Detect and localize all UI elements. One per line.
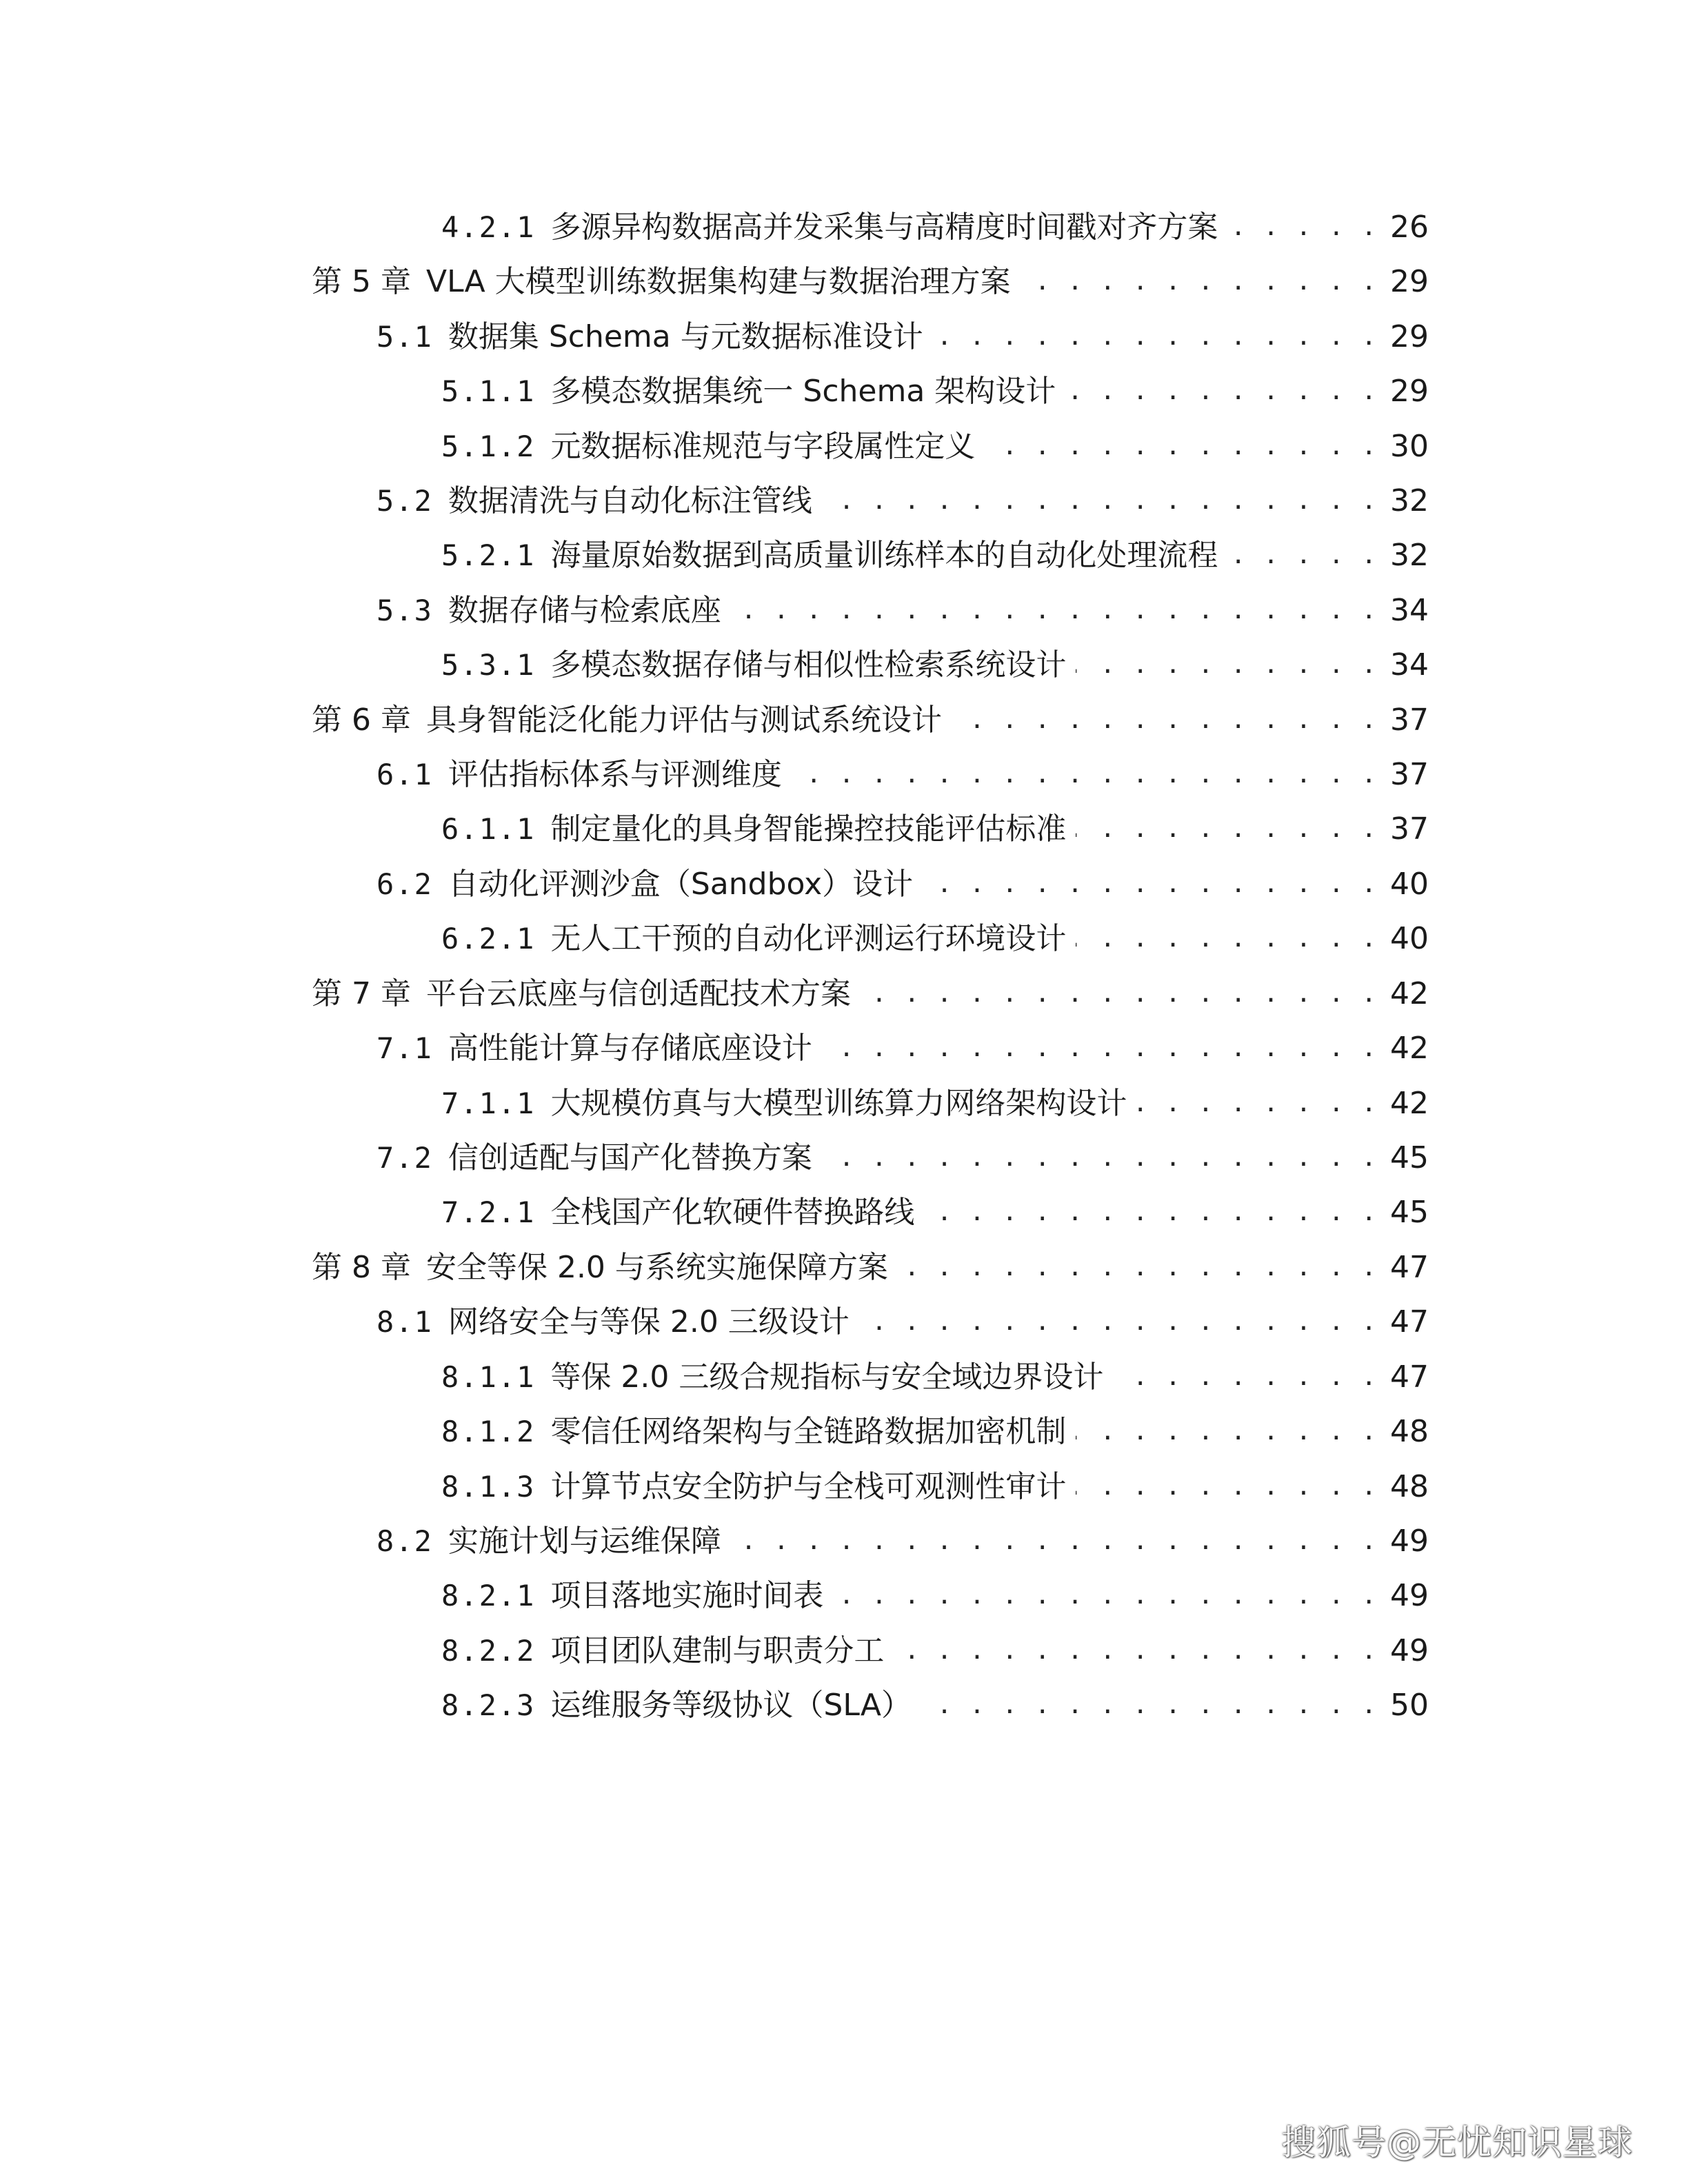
dot-leader [921, 1685, 1378, 1726]
toc-entry-5-2[interactable] [376, 481, 1429, 522]
toc-entry-5-1[interactable] [376, 316, 1429, 358]
dot-leader [1065, 371, 1378, 412]
toc-page-number: 45 [1390, 1140, 1429, 1175]
dot-leader [859, 1302, 1378, 1343]
dot-leader [861, 973, 1378, 1015]
toc-page-number: 49 [1390, 1633, 1429, 1668]
toc-page-number: 49 [1390, 1578, 1429, 1613]
toc-entry-chapter-6[interactable] [312, 700, 1429, 741]
toc-number: 5.1.1 [441, 374, 536, 408]
toc-page-number: 47 [1390, 1304, 1429, 1339]
toc-number: 7.1.1 [441, 1086, 536, 1120]
toc-entry-chapter-8[interactable] [312, 1247, 1429, 1288]
toc-number: 第 8 章 [312, 1250, 411, 1285]
toc-title: 多模态数据集统一 Schema 架构设计 [550, 374, 1056, 409]
dot-leader [985, 426, 1378, 467]
toc-number: 7.1 [376, 1031, 433, 1065]
toc-title: 项目落地实施时间表 [550, 1578, 824, 1613]
toc-number: 8.1.3 [441, 1470, 536, 1504]
toc-page-number: 30 [1390, 429, 1429, 464]
toc-number: 5.3.1 [441, 648, 536, 682]
toc-entry-7-2-1[interactable] [441, 1192, 1429, 1233]
toc-number: 6.2 [376, 867, 433, 901]
toc-title: 多模态数据存储与相似性检索系统设计 [550, 647, 1067, 682]
toc-number: 5.2.1 [441, 538, 536, 572]
toc-page-number: 48 [1390, 1469, 1429, 1504]
toc-entry-7-2[interactable] [376, 1138, 1429, 1179]
dot-leader [822, 1138, 1378, 1179]
dot-leader [833, 1575, 1378, 1617]
toc-entry-5-3-1[interactable] [441, 645, 1429, 686]
dot-leader [1076, 918, 1378, 960]
toc-title: VLA 大模型训练数据集构建与数据治理方案 [425, 264, 1011, 299]
toc-page-number: 37 [1390, 757, 1429, 792]
toc-page-number: 45 [1390, 1195, 1429, 1230]
toc-page-number: 47 [1390, 1250, 1429, 1285]
toc-entry-8-1-1[interactable] [441, 1357, 1429, 1398]
toc-page-number: 29 [1390, 374, 1429, 409]
toc-entry-5-2-1[interactable] [441, 535, 1429, 576]
dot-leader [1113, 1357, 1378, 1398]
toc-page-number: 42 [1390, 1031, 1429, 1066]
dot-leader [894, 1630, 1378, 1672]
toc-number: 5.1.2 [441, 429, 536, 463]
toc-number: 6.2.1 [441, 922, 536, 956]
toc-title: 安全等保 2.0 与系统实施保障方案 [425, 1250, 888, 1285]
toc-entry-8-2-1[interactable] [441, 1575, 1429, 1617]
toc-entry-6-1[interactable] [376, 754, 1429, 796]
dot-leader [1076, 1411, 1378, 1453]
toc-page-number: 37 [1390, 811, 1429, 847]
toc-entry-chapter-5[interactable] [312, 261, 1429, 303]
toc-number: 8.1.2 [441, 1415, 536, 1448]
toc-entry-7-1[interactable] [376, 1028, 1429, 1069]
toc-entry-7-1-1[interactable] [441, 1083, 1429, 1124]
toc-page-number: 40 [1390, 921, 1429, 956]
toc-title: 项目团队建制与职责分工 [550, 1633, 885, 1668]
toc-page-number: 37 [1390, 702, 1429, 738]
toc-page-number: 49 [1390, 1524, 1429, 1559]
toc-page-number: 50 [1390, 1688, 1429, 1723]
toc-number: 8.1 [376, 1305, 433, 1339]
toc-title: 多源异构数据高并发采集与高精度时间戳对齐方案 [550, 210, 1218, 245]
toc-number: 5.1 [376, 320, 433, 354]
dot-leader [923, 864, 1378, 905]
toc-number: 7.2 [376, 1141, 433, 1175]
toc-title: 网络安全与等保 2.0 三级设计 [448, 1304, 850, 1339]
toc-title: 数据存储与检索底座 [448, 593, 721, 628]
dot-leader [822, 1028, 1378, 1069]
toc-number: 5.2 [376, 484, 433, 518]
toc-page-number: 34 [1390, 593, 1429, 628]
toc-page-number: 26 [1390, 210, 1429, 245]
toc-title: 平台云底座与信创适配技术方案 [425, 976, 851, 1011]
toc-page-number: 42 [1390, 976, 1429, 1011]
toc-number: 5.3 [376, 594, 433, 627]
toc-entry-5-1-1[interactable] [441, 371, 1429, 412]
toc-page-number: 32 [1390, 538, 1429, 573]
toc-number: 8.2.3 [441, 1688, 536, 1722]
toc-entry-5-3[interactable] [376, 590, 1429, 631]
toc-title: 制定量化的具身智能操控技能评估标准 [550, 811, 1067, 847]
dot-leader [1136, 1083, 1378, 1124]
toc-title: 自动化评测沙盒（Sandbox）设计 [448, 867, 914, 902]
dot-leader [822, 481, 1378, 522]
dot-leader [1021, 261, 1378, 303]
toc-title: 数据清洗与自动化标注管线 [448, 483, 812, 518]
toc-title: 零信任网络架构与全链路数据加密机制 [550, 1414, 1067, 1449]
toc-entry-8-2-2[interactable] [441, 1630, 1429, 1672]
toc-page-number: 40 [1390, 867, 1429, 902]
toc-title: 大规模仿真与大模型训练算力网络架构设计 [550, 1086, 1127, 1121]
watermark: 搜狐号@无忧知识星球 [1281, 2123, 1633, 2163]
dot-leader [952, 700, 1378, 741]
toc-entry-5-1-2[interactable] [441, 426, 1429, 467]
toc-number: 4.2.1 [441, 210, 536, 244]
toc-entry-8-1[interactable] [376, 1302, 1429, 1343]
toc-title: 数据集 Schema 与元数据标准设计 [448, 319, 923, 354]
dot-leader [1227, 207, 1378, 248]
toc-title: 无人工干预的自动化评测运行环境设计 [550, 921, 1067, 956]
toc-number: 8.2.1 [441, 1579, 536, 1612]
toc-title: 高性能计算与存储底座设计 [448, 1031, 812, 1066]
toc-entry-6-1-1[interactable] [441, 809, 1429, 850]
toc-entry-6-2-1[interactable] [441, 918, 1429, 960]
toc-title: 元数据标准规范与字段属性定义 [550, 429, 976, 464]
toc-entry-8-2-3[interactable] [441, 1685, 1429, 1726]
dot-leader [933, 316, 1378, 358]
toc-page-number: 42 [1390, 1086, 1429, 1121]
dot-leader [731, 590, 1378, 631]
toc-number: 第 7 章 [312, 976, 411, 1011]
dot-leader [1076, 1466, 1378, 1508]
toc-page-number: 32 [1390, 483, 1429, 518]
toc-page-number: 48 [1390, 1414, 1429, 1449]
toc-page-number: 34 [1390, 647, 1429, 682]
dot-leader [898, 1247, 1378, 1288]
toc-number: 6.1 [376, 758, 433, 791]
dot-leader [731, 1521, 1378, 1562]
dot-leader [924, 1192, 1378, 1233]
toc-entry-4-2-1[interactable] [441, 207, 1429, 248]
toc-number: 第 5 章 [312, 264, 411, 299]
toc-title: 全栈国产化软硬件替换路线 [550, 1195, 915, 1230]
toc-title: 海量原始数据到高质量训练样本的自动化处理流程 [550, 538, 1218, 573]
dot-leader [1076, 809, 1378, 850]
toc-page-number: 29 [1390, 264, 1429, 299]
toc-number: 8.2.2 [441, 1634, 536, 1668]
toc-title: 实施计划与运维保障 [448, 1524, 721, 1559]
toc-entry-8-2[interactable] [376, 1521, 1429, 1562]
dot-leader [1227, 535, 1378, 576]
toc-entry-8-1-3[interactable] [441, 1466, 1429, 1508]
toc-title: 评估指标体系与评测维度 [448, 757, 782, 792]
toc-number: 8.1.1 [441, 1360, 536, 1394]
dot-leader [1076, 645, 1378, 686]
toc-entry-6-2[interactable] [376, 864, 1429, 905]
toc-entry-8-1-2[interactable] [441, 1411, 1429, 1453]
toc-entry-chapter-7[interactable] [312, 973, 1429, 1015]
toc-number: 8.2 [376, 1524, 433, 1558]
toc-title: 信创适配与国产化替换方案 [448, 1140, 812, 1175]
toc-page-number: 29 [1390, 319, 1429, 354]
toc-number: 7.2.1 [441, 1195, 536, 1229]
dot-leader [792, 754, 1378, 796]
toc-title: 等保 2.0 三级合规指标与安全域边界设计 [550, 1359, 1104, 1395]
toc-title: 具身智能泛化能力评估与测试系统设计 [425, 702, 942, 738]
toc-page-number: 47 [1390, 1359, 1429, 1395]
toc-number: 6.1.1 [441, 812, 536, 846]
toc-number: 第 6 章 [312, 702, 411, 738]
toc-title: 计算节点安全防护与全栈可观测性审计 [550, 1469, 1067, 1504]
toc-title: 运维服务等级协议（SLA） [550, 1688, 912, 1723]
